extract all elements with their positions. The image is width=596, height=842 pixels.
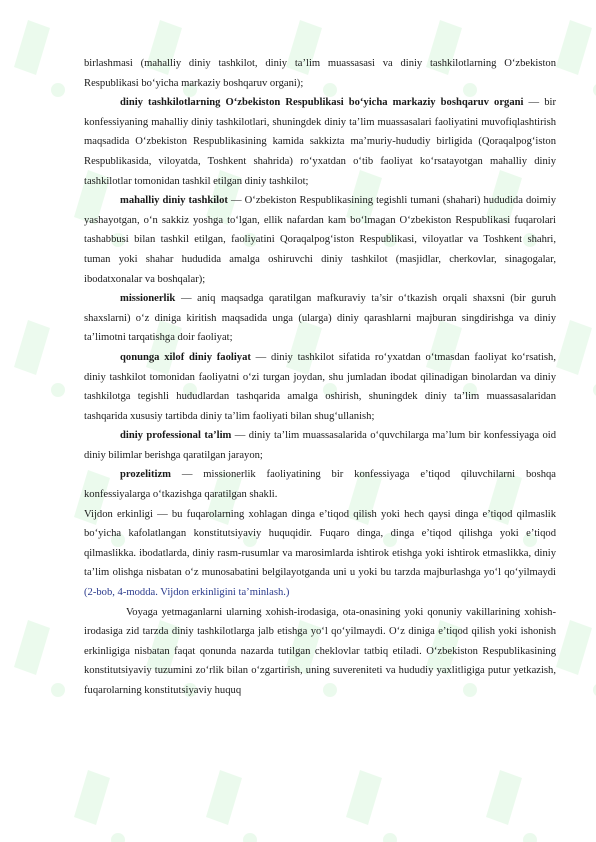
watermark-mark xyxy=(74,770,110,825)
term-central-organ: diniy tashkilotlarning O‘zbekiston Respublikasi bo‘yicha markaziy boshqaruv organi xyxy=(120,97,524,109)
paragraph-local-org: mahalliy diniy tashkilot — O‘zbekiston Respublikasining tegishli tumani (shahari) hududida doimiy yashayotgan, o‘n sakkiz yoshga to‘lgan, ellik nafardan kam bo‘lmagan O‘zbekiston Respublikasi fuqarolari tashabbusi bilan tashkil etilgan, faoliyatini Qoraqalpog‘iston Respublikasi, viloyatlar va Toshkent shahri, tuman yoki shahar hududida amalga oshiruvchi diniy tashkilot (masjidlar, cherkovlar, sinagogalar, ibodatxonalar va boshqalar); xyxy=(84,195,556,285)
watermark-dot xyxy=(523,833,537,842)
watermark-mark xyxy=(556,620,592,675)
watermark-dot xyxy=(243,833,257,842)
paragraph-proselytism: prozelitizm — missionerlik faoliyatining bir konfessiyaga e’tiqod qiluvchilarni boshqa konfessiyalarga o‘tkazishga qaratilgan shakli. xyxy=(84,469,556,501)
watermark-dot xyxy=(51,83,65,97)
paragraph-missionary: missionerlik — aniq maqsadga qaratilgan mafkuraviy ta’sir o‘tkazish orqali shaxsni (bir guruh shaxslarni) o‘z diniga kiritish maqsadida unga (ularga) diniy qarashlarni majburan singdirishga va diniy ta’limotni tarqatishga doir faoliyat; xyxy=(84,293,556,344)
watermark-dot xyxy=(51,683,65,697)
watermark-mark xyxy=(14,320,50,375)
watermark-dot xyxy=(51,383,65,397)
term-professional-education: diniy professional ta’lim xyxy=(120,430,232,442)
watermark-dot xyxy=(383,833,397,842)
watermark-mark xyxy=(556,320,592,375)
document-page xyxy=(84,54,556,701)
watermark-mark xyxy=(556,20,592,75)
paragraph-illegal-activity: qonunga xilof diniy faoliyat — diniy tashkilot sifatida ro‘yxatdan o‘tmasdan faoliyat ko‘rsatish, diniy tashkilot tomonidan faoliyatni o‘zi turgan joydan, shu jumladan ibodat qilinadigan binolardan va diniy tashkilotga tegishli hududlardan tashqarida amalga oshirish, shuningdek diniy ta’lim muassasalaridan tashqarida xususiy tartibda diniy ta’lim faoliyati bilan shug‘ullanish; xyxy=(84,351,556,422)
watermark-mark xyxy=(206,770,242,825)
watermark-dot xyxy=(111,833,125,842)
watermark-mark xyxy=(486,770,522,825)
term-local-org: mahalliy diniy tashkilot xyxy=(120,195,228,207)
paragraph-1: birlashmasi (mahalliy diniy tashkilot, diniy ta’lim muassasasi va diniy tashkilotlarning O‘zbekiston Respublikasi bo‘yicha markaziy boshqaruv organi); xyxy=(84,58,556,89)
paragraph-central-organ: diniy tashkilotlarning O‘zbekiston Respublikasi bo‘yicha markaziy boshqaruv organi — bir konfessiyaning mahalliy diniy tashkilotlari, shuningdek diniy ta’lim muassasalari faoliyatini muvofiqlashtirish maqsadida O‘zbekiston Respublikasining kamida sakkizta ma’muriy-hududiy birligida (Qoraqalpog‘iston Respublikasida, viloyatda, Toshkent shahrida) ro‘yxatdan o‘tib faoliyat ko‘rsatayotgan mahalliy diniy tashkilotlar tomonidan tashkil etilgan diniy tashkilot; xyxy=(84,97,556,187)
watermark-mark xyxy=(14,620,50,675)
term-missionary: missionerlik xyxy=(120,293,176,305)
article-reference: (2-bob, 4-modda. Vijdon erkinligini ta’minlash.) xyxy=(84,587,290,599)
watermark-mark xyxy=(14,20,50,75)
paragraph-minors: Voyaga yetmaganlarni ularning xohish-irodasiga, ota-onasining yoki qonuniy vakillarining xohish-irodasiga zid tarzda diniy tashkilotlarga jalb etishga yo‘l qo‘yilmaydi. O‘z diniga e’tiqod qilish yoki ishonish erkinligiga nisbatan faqat qonunda nazarda tutilgan cheklovlar tatbiq etiladi. O‘zbekiston Respublikasining konstitutsiyaviy tuzumini zo‘rlik bilan o‘zgartirish, uning suvereniteti va hududiy yaxlitligiga putur yetkazish, fuqarolarning konstitutsiyaviy huquq xyxy=(84,606,556,696)
paragraph-freedom-of-conscience: Vijdon erkinligi — bu fuqarolarning xohlagan dinga e’tiqod qilish yoki hech qaysi dinga e’tiqod qilmaslik bo‘yicha kafolatlangan konstitutsiyaviy huquqidir. Fuqaro dinga, dinga e’tiqod qilishga yoki e’tiqod qilmaslikka. ibodatlarda, diniy rasm-rusumlar va marosimlarda ishtirok etishga yoki ishtirok etmaslikka, diniy ta’lim olishga nisbatan o‘z munosabatini belgilayotganda uni u yoki bu tarzda majburlashga yo‘l qo‘yilmaydi (2-bob, 4-modda. Vijdon erkinligini ta’minlash.) xyxy=(84,508,556,599)
term-proselytism: prozelitizm xyxy=(120,469,171,481)
watermark-mark xyxy=(346,770,382,825)
paragraph-professional-education: diniy professional ta’lim — diniy ta’lim muassasalarida o‘quvchilarga ma’lum bir konfessiyaga oid diniy bilimlar berishga qaratilgan jarayon; xyxy=(84,430,556,461)
term-illegal-activity: qonunga xilof diniy faoliyat xyxy=(120,351,251,363)
